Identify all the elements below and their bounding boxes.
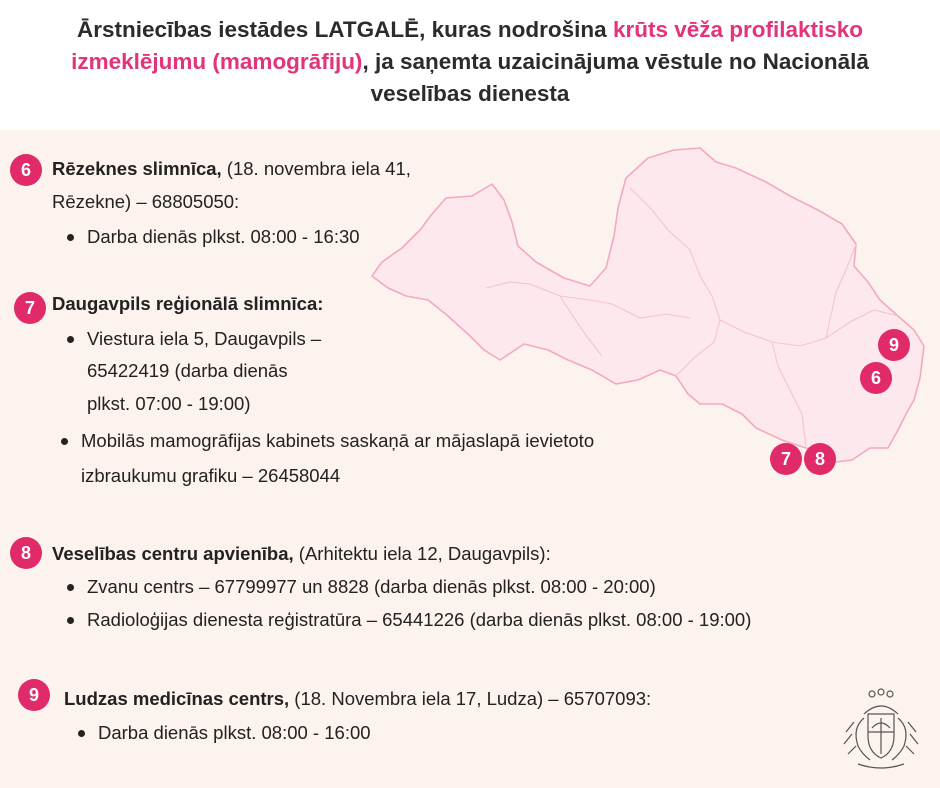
- entry-daugavpils-name: Daugavpils reģionālā slimnīca:: [52, 293, 324, 314]
- title-part1: Ārstniecības iestādes LATGALĒ, kuras nodrošina: [76, 17, 613, 42]
- entry-badge-9: 9: [18, 679, 50, 711]
- entry-daugavpils-mobile-line2: izbraukumu grafiku – 26458044: [81, 465, 341, 486]
- entry-rezekne-hours: Darba dienās plkst. 08:00 - 16:30: [87, 220, 360, 253]
- entry-rezekne-name: Rēzeknes slimnīca,: [52, 158, 222, 179]
- entry-ludza-name: Ludzas medicīnas centrs,: [64, 688, 290, 709]
- entry-vca-address: (Arhitektu iela 12, Daugavpils):: [293, 543, 551, 564]
- entry-daugavpils-mobile: Mobilās mamogrāfijas kabinets saskaņā ar mājaslapā ievietoto: [81, 424, 594, 457]
- entry-vca-name: Veselības centru apvienība,: [52, 543, 294, 564]
- title-highlight: krūts vēža profilaktisko izmeklējumu (mamogrāfiju): [71, 17, 864, 74]
- entry-ludza-address: (18. Novembra iela 17, Ludza) – 65707093:: [289, 688, 652, 709]
- entry-vca-call-center: Zvanu centrs – 67799977 un 8828 (darba dienās plkst. 08:00 - 20:00): [87, 570, 656, 603]
- latvia-coat-of-arms-icon: [836, 688, 926, 778]
- entry-rezekne-address: (18. novembra iela 41,: [221, 158, 411, 179]
- entry-daugavpils-heading: [52, 287, 323, 320]
- entry-ludza-heading: [64, 682, 651, 715]
- entry-rezekne-heading: [52, 152, 411, 185]
- map-badge-7: 7: [770, 443, 802, 475]
- entry-vca-radiology: Radioloģijas dienesta reģistratūra – 65441226 (darba dienās plkst. 08:00 - 19:00): [87, 603, 751, 636]
- entry-badge-8: 8: [10, 537, 42, 569]
- entry-daugavpils-address-line2: 65422419 (darba dienās: [87, 360, 288, 381]
- latvia-outline: [372, 148, 924, 462]
- map-badge-8: 8: [804, 443, 836, 475]
- entry-daugavpils-address-line3: plkst. 07:00 - 19:00): [87, 393, 251, 414]
- map-badge-9: 9: [878, 329, 910, 361]
- entry-badge-7: 7: [14, 292, 46, 324]
- entry-badge-6: 6: [10, 154, 42, 186]
- entry-daugavpils-address: Viestura iela 5, Daugavpils –: [87, 322, 321, 355]
- entry-rezekne-address2: Rēzekne) – 68805050:: [52, 191, 240, 212]
- map-badge-6: 6: [860, 362, 892, 394]
- entry-ludza-hours: Darba dienās plkst. 08:00 - 16:00: [98, 716, 371, 749]
- entry-vca-heading: [52, 537, 551, 570]
- title-part2: , ja saņemta uzaicinājuma vēstule no Nacionālā veselības dienesta: [362, 49, 869, 106]
